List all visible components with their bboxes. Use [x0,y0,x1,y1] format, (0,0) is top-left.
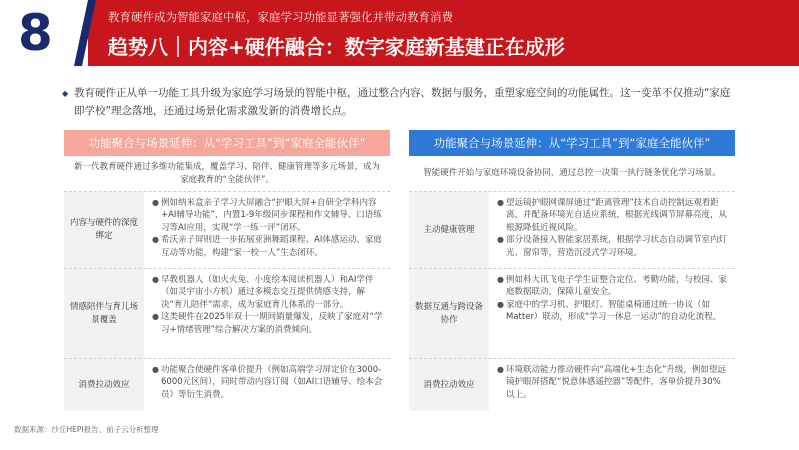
bullet-icon: ● [152,365,159,374]
row-label: 内容与硬件的深度绑定 [64,192,144,268]
left-column-heading: 功能聚合与场景延伸：从“学习工具”到“家庭全能伙伴” [64,130,390,156]
bullet-icon: ● [497,198,504,207]
list-item: ● 功能聚合使硬件客单价提升（例如高端学习屏定价在3000-6000元区间），同时带动内容订阅（如AI口语辅导、绘本会员）等衍生消费。 [152,365,383,400]
header-banner [0,0,799,66]
row-label: 主动健康管理 [409,192,489,268]
row-label: 消费拉动效应 [409,359,489,411]
bullet-icon: ● [152,275,159,284]
row-body [489,192,735,268]
bullet-icon: ● [497,275,504,284]
row-label: 消费拉动效应 [64,359,144,411]
section-number: 8 [18,4,53,62]
table-row [64,269,390,359]
left-lead-text: 新一代教育硬件通过多维功能集成，覆盖学习、陪伴、健康管理等多元场景，成为家庭教育的“全能伙伴”。 [64,156,390,192]
list-item: ● 部分设备接入智能家居系统，根据学习状态自动调节室内灯光、窗帘等，营造沉浸式学习环境。 [497,235,728,258]
bullet-icon: ● [497,299,504,309]
row-body [144,192,390,268]
row-label: 数据互通与跨设备协作 [409,269,489,358]
row-body [489,269,735,358]
section-number-badge [0,0,88,66]
right-column-heading: 功能聚合与场景延伸：从“学习工具”到“家庭全能伙伴” [409,130,735,156]
list-item: ● 望远镜护眼网课屏通过“距离管理”技术自动控制远观看距离，并配备环境光自适应系统，根据光线调节屏幕亮度，从根源降低近视风险。 [497,198,728,233]
list-item: ● 希沃亲子屏则进一步拓展亚洲舞蹈课程、AI体感运动、家庭互动等功能，构建“家一校一人”生态闭环。 [152,235,382,258]
table-row [409,269,735,359]
list-item: ● 家庭中的学习机、护眼灯、智能桌椅通过统一协议（如Matter）联动，形成“学习一休息一运动”的自动化流程。 [497,299,722,323]
page-title: 趋势八｜内容+硬件融合：数字家庭新基建正在成形 [108,35,565,59]
row-body [489,359,735,411]
list-item: ● 这类硬件在2025年双十一期间销量爆发，反映了家庭对“学习+情绪管理”综合解决方案的消费倾向。 [152,312,383,335]
bullet-icon: ● [152,198,159,207]
table-row [64,192,390,269]
row-body [144,269,390,358]
list-item: ● 环境联动能力推动硬件向“高端化+生态化”升级，例如望远镜护眼屏搭配“悦意体感遥控器”等配件，客单价提升30%以上。 [497,365,726,400]
row-body [144,359,390,411]
bullet-icon: ● [497,365,504,374]
right-column [409,130,735,411]
row-label: 情感陪伴与育儿场景覆盖 [64,269,144,358]
intro-paragraph: 教育硬件正从单一功能工具升级为家庭学习场景的智能中枢，通过整合内容、数据与服务，重塑家庭空间的功能属性。这一变革不仅推动“家庭即学校”理念落地，还通过场景化需求激发新的消费增长点。 [74,87,731,117]
right-lead-text: 智能硬件开始与家庭环境设备协同，通过总控一决策一执行链条优化学习场景。 [409,156,735,192]
left-column [64,130,390,411]
list-item: ● 例如纳米盒亲子学习大屏融合“护眼大屏+自研全学科内容+AI辅导功能”，内置1-9年级同步课程和作文辅导、口语练习等AI应用，实现“学一练一评”闭环。 [152,198,382,233]
bullet-icon: ● [497,235,504,245]
table-row [409,192,735,269]
header-subtitle: 教育硬件成为智能家庭中枢，家庭学习功能显著强化并带动教育消费 [108,10,453,24]
diamond-bullet-icon: ◆ [62,89,69,98]
bullet-icon: ● [152,235,159,245]
source-footnote: 数据来源：沙丘HEPI报告、前子云分析整理 [14,425,159,434]
bullet-icon: ● [152,312,159,322]
list-item: ● 例如科大讯飞电子学生证整合定位、考勤功能，与校园、家庭数据联动，保障儿童安全。 [497,275,728,298]
table-row [64,359,390,411]
table-row [409,359,735,411]
list-item: ● 早教机器人（如火火兔、小度绘本阅读机器人）和AI学伴（如灵宇宙小方机）通过多模态交互提供情感支持，解决“育儿陪伴”需求，成为家庭育儿体系的一部分。 [152,275,374,310]
